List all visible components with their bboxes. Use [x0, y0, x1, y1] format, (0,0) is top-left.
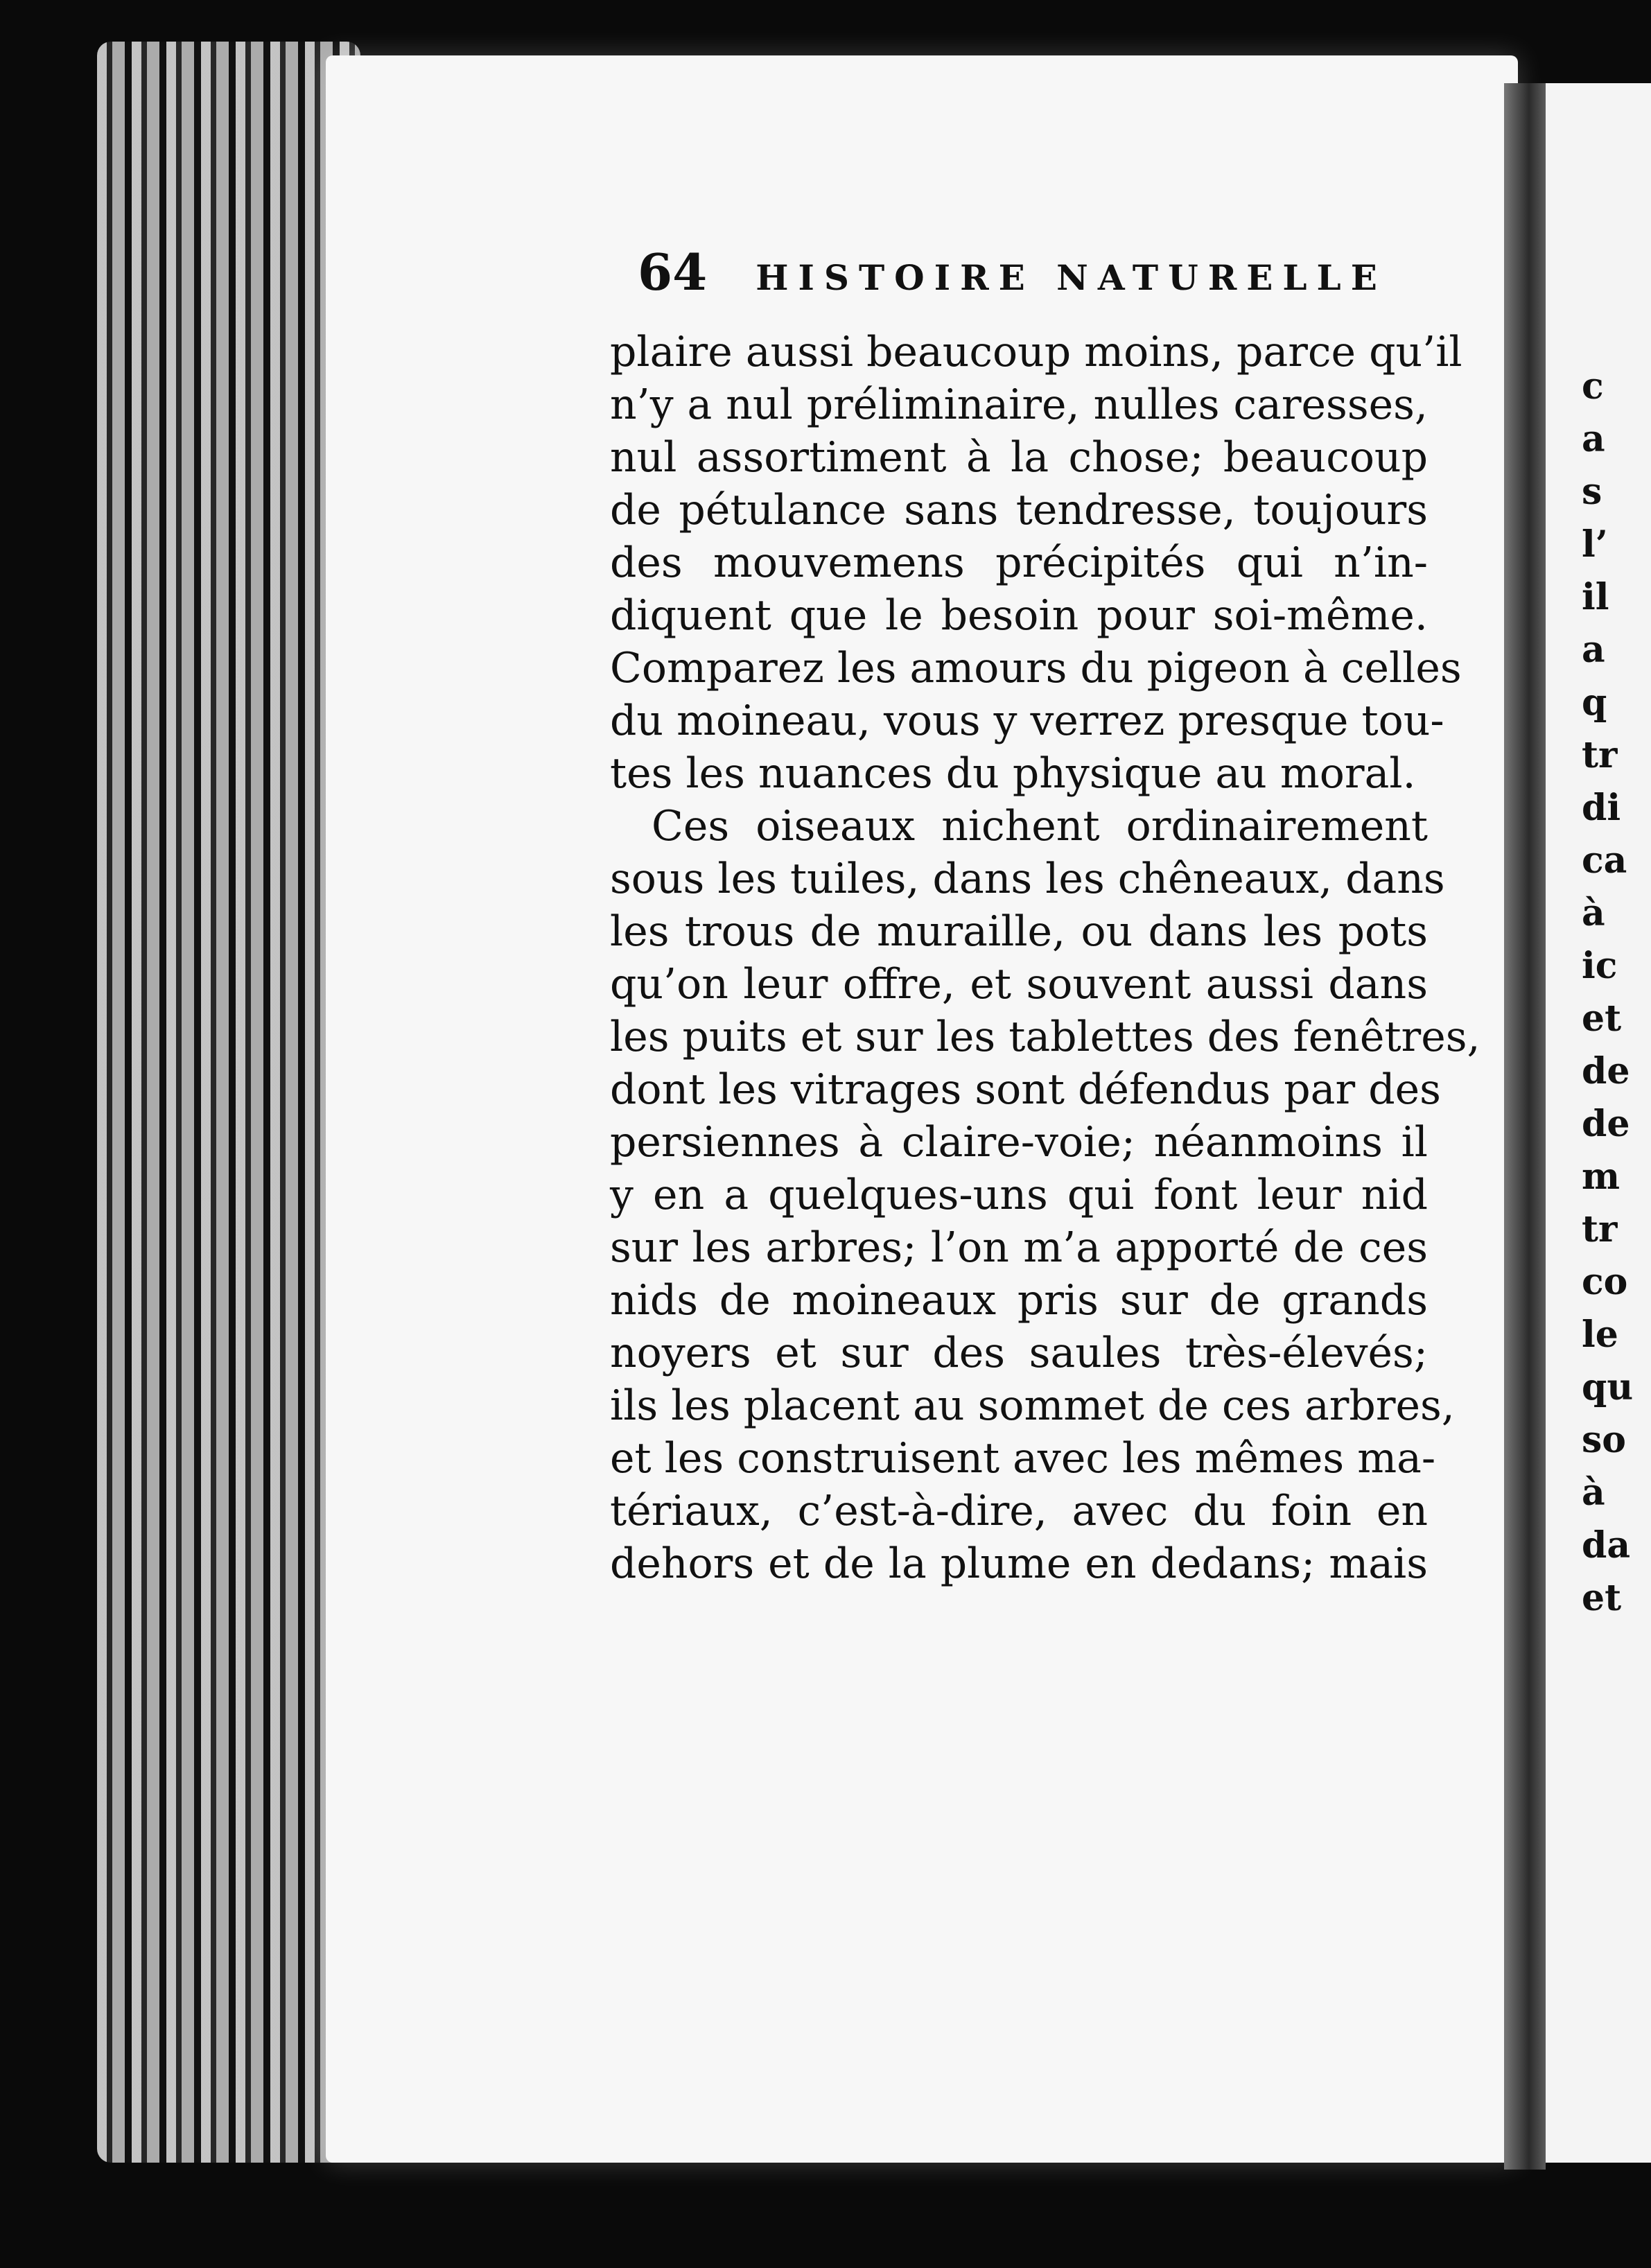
next-page-text-fragments [1582, 360, 1651, 1625]
next-page-fragment: di [1582, 787, 1621, 829]
next-page-fragment: tr [1582, 1208, 1618, 1250]
next-page-fragment: a [1582, 418, 1605, 460]
next-page-fragment: m [1582, 1155, 1621, 1198]
next-page-fragment: qu [1582, 1366, 1634, 1408]
text-line: et les construisent avec les mêmes ma- [610, 1434, 1436, 1483]
next-page-fragment: l’ [1582, 523, 1608, 566]
text-line: plaire aussi beaucoup moins, parce qu’il [610, 328, 1462, 376]
next-page-fragment: de [1582, 1103, 1630, 1145]
text-line: de pétulance sans tendresse, toujours [610, 486, 1428, 534]
next-page-fragment: q [1582, 681, 1607, 724]
next-page-fragment: s [1582, 471, 1602, 513]
text-line: Comparez les amours du pigeon à celles [610, 644, 1462, 692]
text-line: noyers et sur des saules très-élevés; [610, 1329, 1428, 1377]
next-page-fragment: co [1582, 1261, 1628, 1303]
text-line: diquent que le besoin pour soi-même. [610, 591, 1428, 640]
next-page-fragment: so [1582, 1419, 1626, 1461]
next-page-fragment: à [1582, 1472, 1605, 1514]
next-page-fragment: le [1582, 1314, 1618, 1356]
text-line: tes les nuances du physique au moral. [610, 749, 1416, 798]
text-line: persiennes à claire-voie; néanmoins il [610, 1118, 1428, 1167]
running-head: HISTOIRE NATURELLE [755, 257, 1387, 298]
text-line: dont les vitrages sont défendus par des [610, 1065, 1441, 1114]
text-line: n’y a nul préliminaire, nulles caresses, [610, 381, 1428, 429]
text-line: du moineau, vous y verrez presque tou- [610, 697, 1444, 745]
text-line: qu’on leur offre, et souvent aussi dans [610, 960, 1428, 1009]
page-header [638, 243, 1421, 319]
next-page-fragment: ca [1582, 839, 1627, 882]
next-page-fragment: il [1582, 576, 1609, 618]
text-line: sous les tuiles, dans les chêneaux, dans [610, 855, 1445, 903]
text-line: tériaux, c’est-à-dire, avec du foin en [610, 1487, 1428, 1535]
book-gutter [1504, 83, 1546, 2170]
next-page-fragment: ic [1582, 945, 1618, 987]
next-page-fragment: et [1582, 997, 1622, 1040]
next-page-fragment: à [1582, 892, 1605, 934]
page-number: 64 [638, 243, 708, 302]
text-line: ils les placent au sommet de ces arbres, [610, 1381, 1455, 1430]
text-line: les puits et sur les tablettes des fenêtres, [610, 1013, 1480, 1061]
text-line: les trous de muraille, ou dans les pots [610, 907, 1428, 956]
text-line: des mouvemens précipités qui n’in- [610, 539, 1428, 587]
next-page-fragment: de [1582, 1050, 1630, 1092]
text-line: Ces oiseaux nichent ordinairement [652, 802, 1428, 850]
next-page-fragment: tr [1582, 734, 1618, 776]
text-line: nul assortiment à la chose; beaucoup [610, 433, 1428, 482]
next-page-fragment: c [1582, 365, 1604, 408]
next-page-fragment: da [1582, 1524, 1631, 1567]
text-line: y en a quelques-uns qui font leur nid [610, 1171, 1428, 1219]
text-line: sur les arbres; l’on m’a apporté de ces [610, 1223, 1428, 1272]
body-text [610, 326, 1480, 1590]
book-page-edges [97, 42, 360, 2163]
next-page-fragment: et [1582, 1577, 1622, 1619]
text-line: dehors et de la plume en dedans; mais [610, 1539, 1428, 1588]
text-line: nids de moineaux pris sur de grands [610, 1276, 1428, 1325]
next-page-fragment: a [1582, 629, 1605, 671]
